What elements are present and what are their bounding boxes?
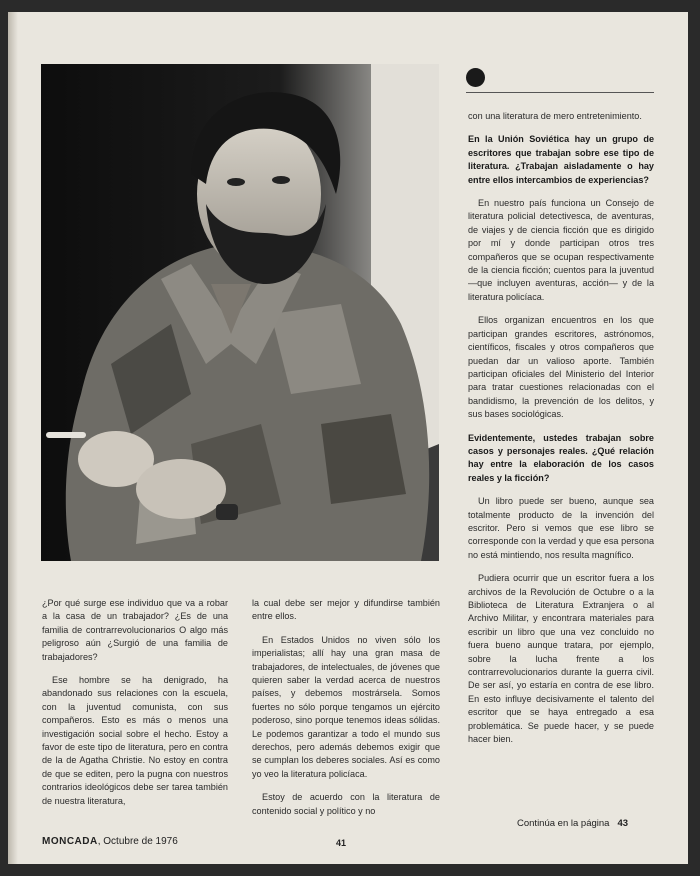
portrait-photo xyxy=(41,64,439,561)
paragraph: Un libro puede ser bueno, aunque sea totalmente producto de la invención del escritor. Pero si vemos que ese libro se corresponde con la verdad y que esa persona no está mintiendo, nos resulta magnífico. xyxy=(468,496,654,560)
magazine-page xyxy=(8,12,688,864)
right-column xyxy=(468,110,654,756)
continuation-label: Continúa en la página xyxy=(517,818,610,829)
portrait-illustration xyxy=(41,64,439,561)
page-number: 41 xyxy=(336,838,347,848)
left-column xyxy=(42,597,228,818)
middle-column xyxy=(252,597,440,828)
issue-date: Octubre de 1976 xyxy=(103,836,178,847)
interview-question: Evidentemente, ustedes trabajan sobre casos y personajes reales. ¿Qué relación hay entre la elaboración de los casos reales y la ficción? xyxy=(468,432,654,483)
paragraph: Estoy de acuerdo con la literatura de contenido social y político y no xyxy=(252,792,440,816)
paragraph: En Estados Unidos no viven sólo los imperialistas; allí hay una gran masa de trabajadores, de intelectuales, de jóvenes que quieren saber la verdad acerca de nuestros países, y debemos mostrársela. Somos fuertes no sólo porque tengamos un ejército poderoso, sino porque tenemos ideas sólidas. Le podemos garantizar a todo el mundo sus derechos, pero además debemos exigir que se cumplan los deberes sociales. Así es como yo veo la literatura policíaca. xyxy=(252,634,440,779)
paragraph: Ese hombre se ha denigrado, ha abandonado sus relaciones con la escuela, con la juventud comunista, con sus compañeros. Esto es más o menos una investigación social sobre el hecho. Estoy a favor de este tipo de literatura, pero en contra de la de Agatha Christie. No estoy en contra de que se editen, pero la pugna con nuestros contrarios ideológicos debe ser tarea también de nuestra literatura, xyxy=(42,675,228,806)
paragraph: con una literatura de mero entretenimiento. xyxy=(468,111,642,121)
magazine-name: MONCADA xyxy=(42,836,98,847)
paragraph: Ellos organizan encuentros en los que participan grandes escritores, astrónomos, científicos, fiscales y otros compañeros que puedan dar un valioso aporte. También participan oficiales del Ministerio del Interior para tratar cuestiones relacionadas con el bandidismo, la prevención de los delitos, y sus bases sociológicas. xyxy=(468,315,654,420)
continuation-note xyxy=(517,818,628,829)
paragraph: ¿Por qué surge ese individuo que va a robar a la casa de un trabajador? ¿Es de una familia de contrarrevolucionarios O algo más peligroso aún ¿Surgió de una familia de trabajadores? xyxy=(42,598,228,662)
section-bullet-icon xyxy=(466,68,485,87)
paragraph: En nuestro país funciona un Consejo de literatura policial detectivesca, de aventuras, de viajes y de ciencia ficción que es dirigido por mí y donde participan otros tres compañeros que se ocupan respectivamente de la ciencia ficción; cuentos para la juventud —que incluyen aventuras, acción— y de la literatura policíaca. xyxy=(468,198,654,302)
footer-magazine: MONCADA, Octubre de 1976 xyxy=(42,836,178,847)
paragraph: Pudiera ocurrir que un escritor fuera a los archivos de la Revolución de Octubre o a la Biblioteca de Literatura Extranjera o al Archivo Militar, y encontrara materiales para escribir un libro que una vez concluido no fuera bueno aunque tratara, por ejemplo, sobre la lucha frente a los contrarrevolucionarios durante la guerra civil. De ser así, yo estaría en contra de ese libro. En esto influye decisivamente el talento del escritor que se haya entregado a esa problemática. Se puede hacer, y se puede hacer bien. xyxy=(468,573,654,745)
header-rule xyxy=(466,92,654,93)
continuation-page: 43 xyxy=(617,818,629,829)
interview-question: En la Unión Soviética hay un grupo de escritores que trabajan sobre ese tipo de literatura. ¿Trabajan aisladamente o hay entre ellos intercambios de experiencias? xyxy=(468,134,654,185)
page-binding-shadow xyxy=(8,12,18,864)
paragraph: la cual debe ser mejor y difundirse también entre ellos. xyxy=(252,598,440,622)
